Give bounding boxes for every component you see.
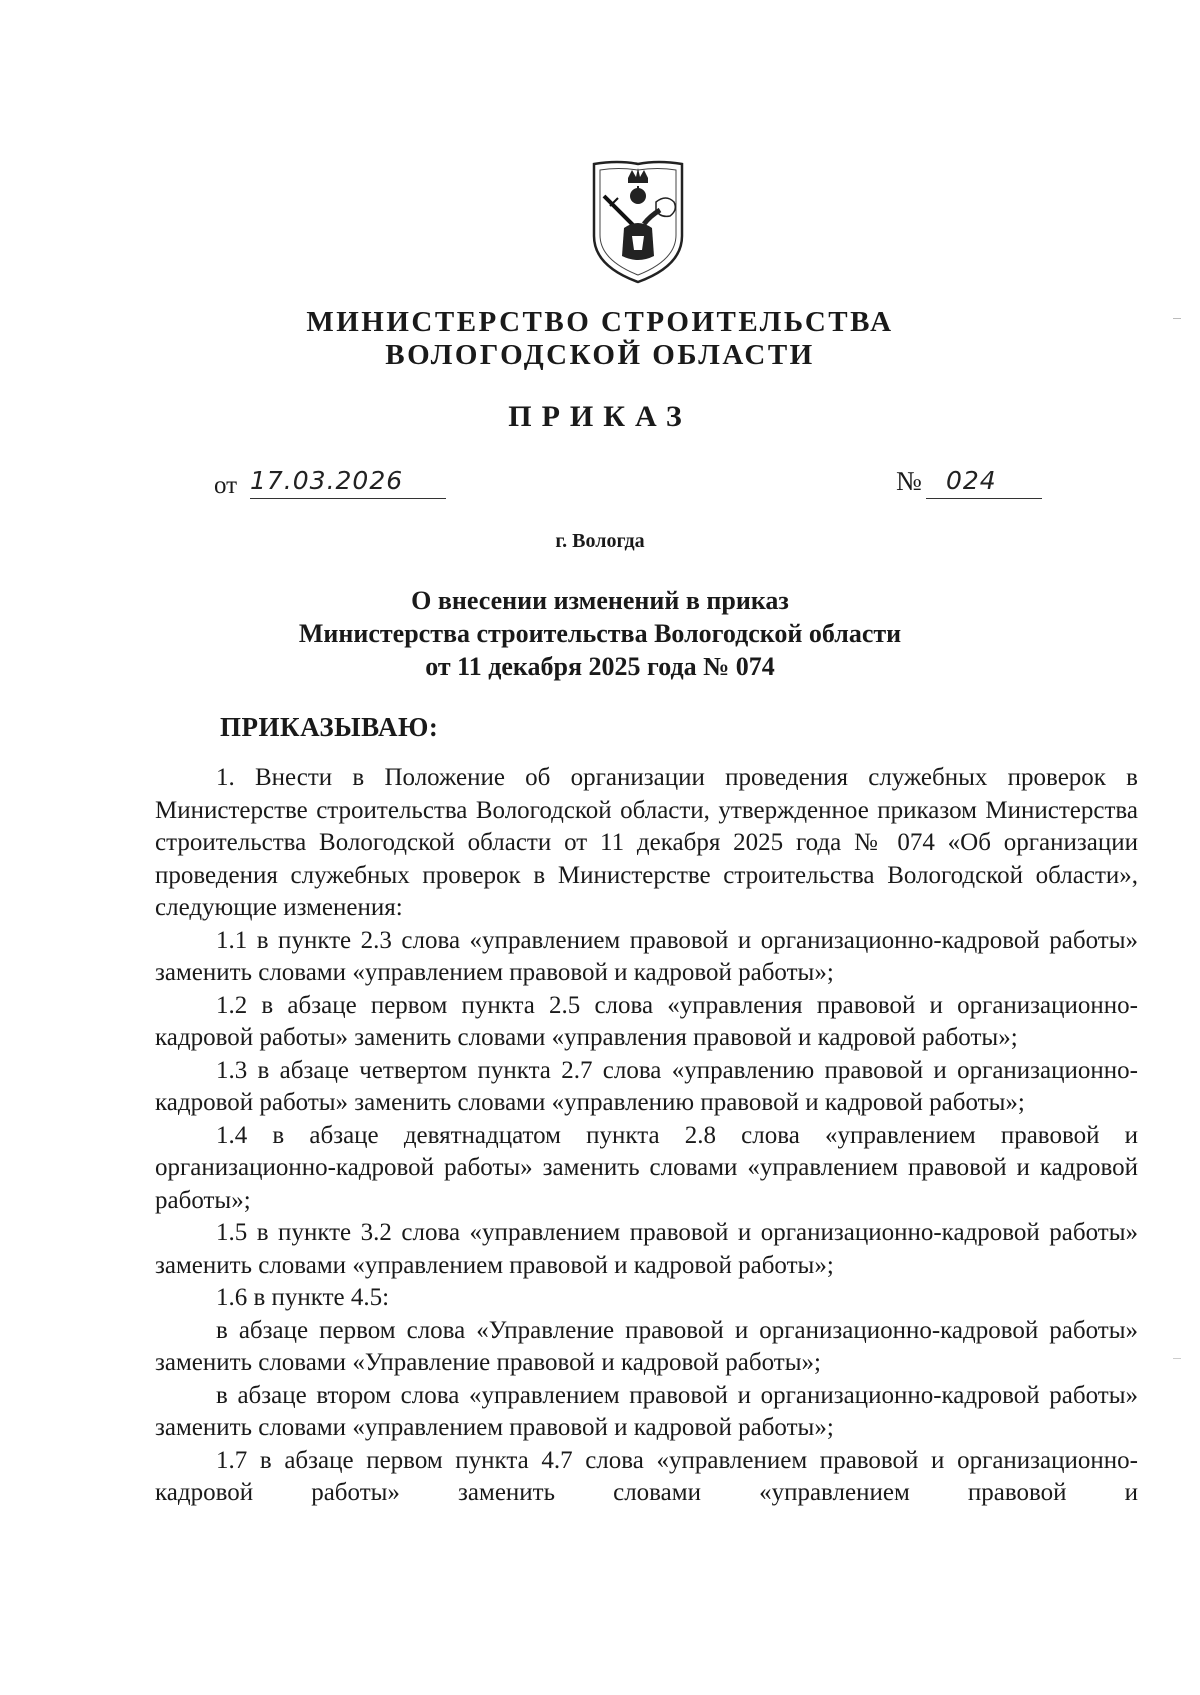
date-label: от (214, 472, 238, 499)
paragraph-1-6: 1.6 в пункте 4.5: (216, 1284, 390, 1311)
handwritten-number: 024 (946, 466, 997, 495)
paragraph-1-7: 1.7 в абзаце первом пункта 4.7 слова «управлением правовой и организационно-кадровой работы» заменить словами «управлением правовой и (155, 1446, 1138, 1506)
city-name: г. Вологда (555, 530, 645, 552)
order-body (155, 762, 1138, 1510)
coat-of-arms-emblem (588, 158, 688, 286)
ministry-name-line-1: МИНИСТЕРСТВО СТРОИТЕЛЬСТВА (306, 306, 894, 338)
subject-line-2: Министерства строительства Вологодской области (298, 619, 902, 648)
subject-line-1: О внесении изменений в приказ (411, 586, 789, 615)
paragraph-1-2: 1.2 в абзаце первом пункта 2.5 слова «управления правовой и организационно-кадровой работы» заменить словами «управления правовой и кадровой работы»; (155, 991, 1138, 1051)
decree-heading: ПРИКАЗЫВАЮ: (220, 712, 439, 742)
paragraph-1-1: 1.1 в пункте 2.3 слова «управлением правовой и организационно-кадровой работы» заменить словами «управлением правовой и кадровой работы»; (155, 926, 1138, 986)
handwritten-date: 17.03.2026 (250, 466, 404, 495)
paragraph-1-6-b: в абзаце втором слова «управлением правовой и организационно-кадровой работы» заменить словами «управлением правовой и кадровой работы»; (155, 1381, 1138, 1441)
subject-line-3: от 11 декабря 2025 года № 074 (425, 652, 775, 681)
ministry-name-line-2: ВОЛОГОДСКОЙ ОБЛАСТИ (385, 339, 815, 371)
paragraph-1: 1. Внести в Положение об организации проведения служебных проверок в Министерстве строительства Вологодской области, утвержденное приказом Министерства строительства Вологодской области от 11 декабря 2025 года № 074 «Об организации проведения служебных проверок в Министерстве строительства Вологодской области», следующие изменения: (155, 764, 1138, 921)
paragraph-1-6-a: в абзаце первом слова «Управление правовой и организационно-кадровой работы» заменить словами «Управление правовой и кадровой работы»; (155, 1316, 1138, 1376)
order-subject (0, 584, 1200, 683)
document-type-title: ПРИКАЗ (508, 400, 692, 433)
paragraph-1-4: 1.4 в абзаце девятнадцатом пункта 2.8 слова «управлением правовой и организационно-кадровой работы» заменить словами «управлением правовой и кадровой работы»; (155, 1121, 1138, 1214)
scan-mark (1173, 1358, 1181, 1359)
paragraph-1-5: 1.5 в пункте 3.2 слова «управлением правовой и организационно-кадровой работы» заменить словами «управлением правовой и кадровой работы»; (155, 1219, 1138, 1279)
ministry-name (0, 306, 1200, 372)
paragraph-1-3: 1.3 в абзаце четвертом пункта 2.7 слова «управлению правовой и организационно-кадровой работы» заменить словами «управлению правовой и кадровой работы»; (155, 1056, 1138, 1116)
number-label: № (896, 466, 922, 496)
